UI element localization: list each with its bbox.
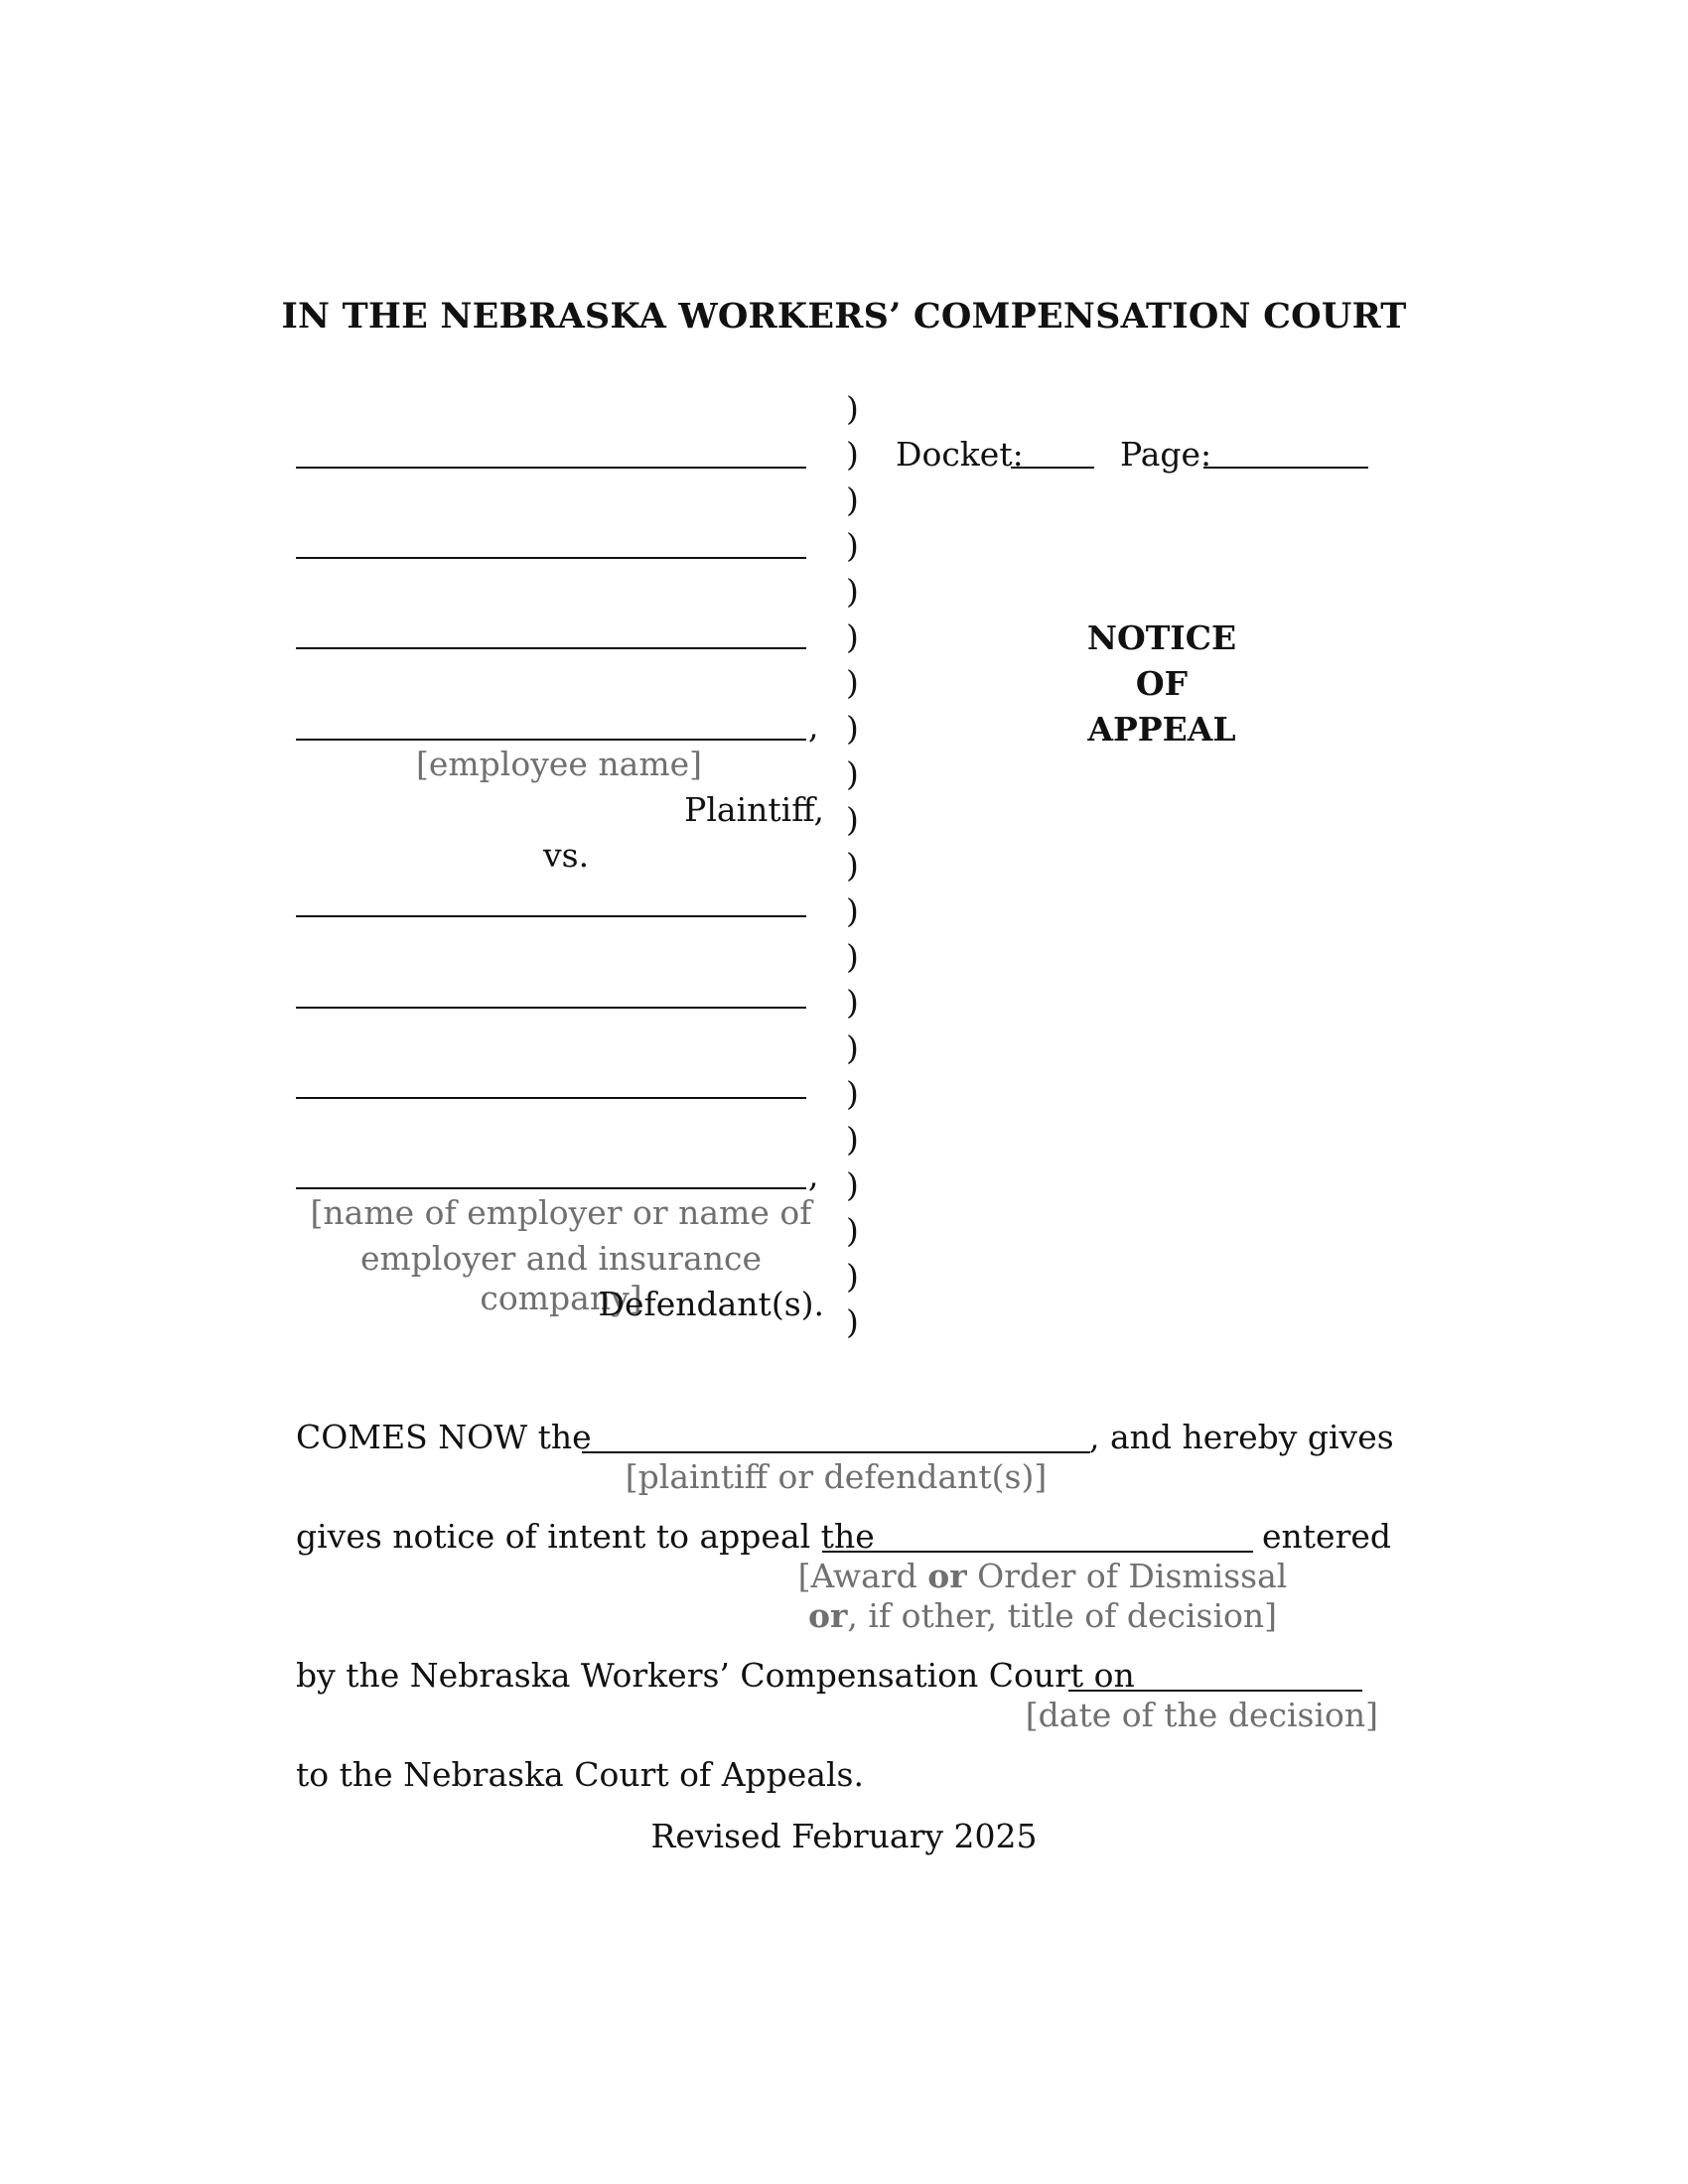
- caption-paren: ): [846, 846, 859, 885]
- by-court-text: by the Nebraska Workers’ Compensation Court on: [296, 1656, 1135, 1695]
- docket-blank[interactable]: [1011, 467, 1094, 469]
- caption-paren: ): [846, 1028, 859, 1067]
- employer-hint-line-2: employer and insurance company]: [359, 1239, 763, 1317]
- plaintiff-line-2[interactable]: [296, 557, 806, 559]
- defendant-line-2[interactable]: [296, 1007, 806, 1009]
- page-blank[interactable]: [1203, 467, 1368, 469]
- defendant-label: Defendant(s).: [598, 1285, 824, 1323]
- caption-paren: ): [846, 435, 859, 474]
- docket-label: Docket:: [896, 435, 1024, 474]
- caption-paren: ): [846, 754, 859, 793]
- caption-paren: ): [846, 1165, 859, 1204]
- notice-title-line-3: APPEAL: [1087, 710, 1236, 749]
- caption-paren: ): [846, 617, 859, 656]
- defendant-comma: ,: [808, 1156, 819, 1194]
- employer-hint-line-1: [name of employer or name of: [310, 1193, 812, 1232]
- caption-paren: ): [846, 1074, 859, 1113]
- party-blank[interactable]: [582, 1451, 1090, 1453]
- decision-hint-line-2: [755, 1596, 1331, 1636]
- employee-name-hint: [employee name]: [415, 745, 703, 783]
- caption-paren: ): [846, 983, 859, 1022]
- caption-paren: ): [846, 1302, 859, 1341]
- comes-now-text: COMES NOW the: [296, 1418, 592, 1456]
- notice-title: [1033, 615, 1291, 752]
- caption-paren: ): [846, 1211, 859, 1250]
- page-label: Page:: [1120, 435, 1212, 474]
- intent-text: gives notice of intent to appeal the: [296, 1517, 875, 1556]
- date-hint: [date of the decision]: [1025, 1696, 1378, 1734]
- notice-title-line-1: NOTICE: [1086, 618, 1237, 657]
- caption-paren: ): [846, 572, 859, 611]
- plaintiff-label: Plaintiff,: [684, 790, 824, 829]
- caption-paren: ): [846, 800, 859, 839]
- party-hint: [plaintiff or defendant(s)]: [625, 1457, 1048, 1496]
- caption-paren: ): [846, 709, 859, 748]
- defendant-line-3[interactable]: [296, 1097, 806, 1099]
- revised-date: Revised February 2025: [650, 1817, 1038, 1855]
- court-title: IN THE NEBRASKA WORKERS’ COMPENSATION COURT: [281, 296, 1407, 337]
- decision-hint-or: or: [807, 1596, 848, 1635]
- decision-hint-line-1: [755, 1557, 1331, 1596]
- plaintiff-line-3[interactable]: [296, 647, 806, 649]
- defendant-line-4[interactable]: [296, 1187, 806, 1189]
- plaintiff-line-1[interactable]: [296, 467, 806, 469]
- defendant-line-1[interactable]: [296, 915, 806, 917]
- to-court-text: to the Nebraska Court of Appeals.: [296, 1755, 864, 1794]
- caption-paren: ): [846, 389, 859, 428]
- hereby-gives-text: , and hereby gives: [1089, 1418, 1394, 1456]
- plaintiff-line-4[interactable]: [296, 739, 806, 741]
- caption-paren: ): [846, 937, 859, 976]
- date-blank[interactable]: [1068, 1690, 1362, 1692]
- caption-paren: ): [846, 1257, 859, 1296]
- caption-paren: ): [846, 480, 859, 519]
- caption-paren: ): [846, 891, 859, 930]
- decision-blank[interactable]: [822, 1551, 1253, 1553]
- decision-hint-or: or: [927, 1557, 967, 1595]
- notice-title-line-2: OF: [1135, 664, 1189, 703]
- vs-label: vs.: [543, 836, 590, 875]
- entered-text: entered: [1262, 1517, 1392, 1556]
- decision-hint-award: [Award: [797, 1557, 928, 1595]
- decision-hint-other: , if other, title of decision]: [847, 1596, 1278, 1635]
- decision-hint-dismissal: Order of Dismissal: [966, 1557, 1288, 1595]
- plaintiff-comma: ,: [808, 707, 819, 746]
- caption-paren: ): [846, 663, 859, 702]
- caption-paren: ): [846, 526, 859, 565]
- caption-paren: ): [846, 1120, 859, 1159]
